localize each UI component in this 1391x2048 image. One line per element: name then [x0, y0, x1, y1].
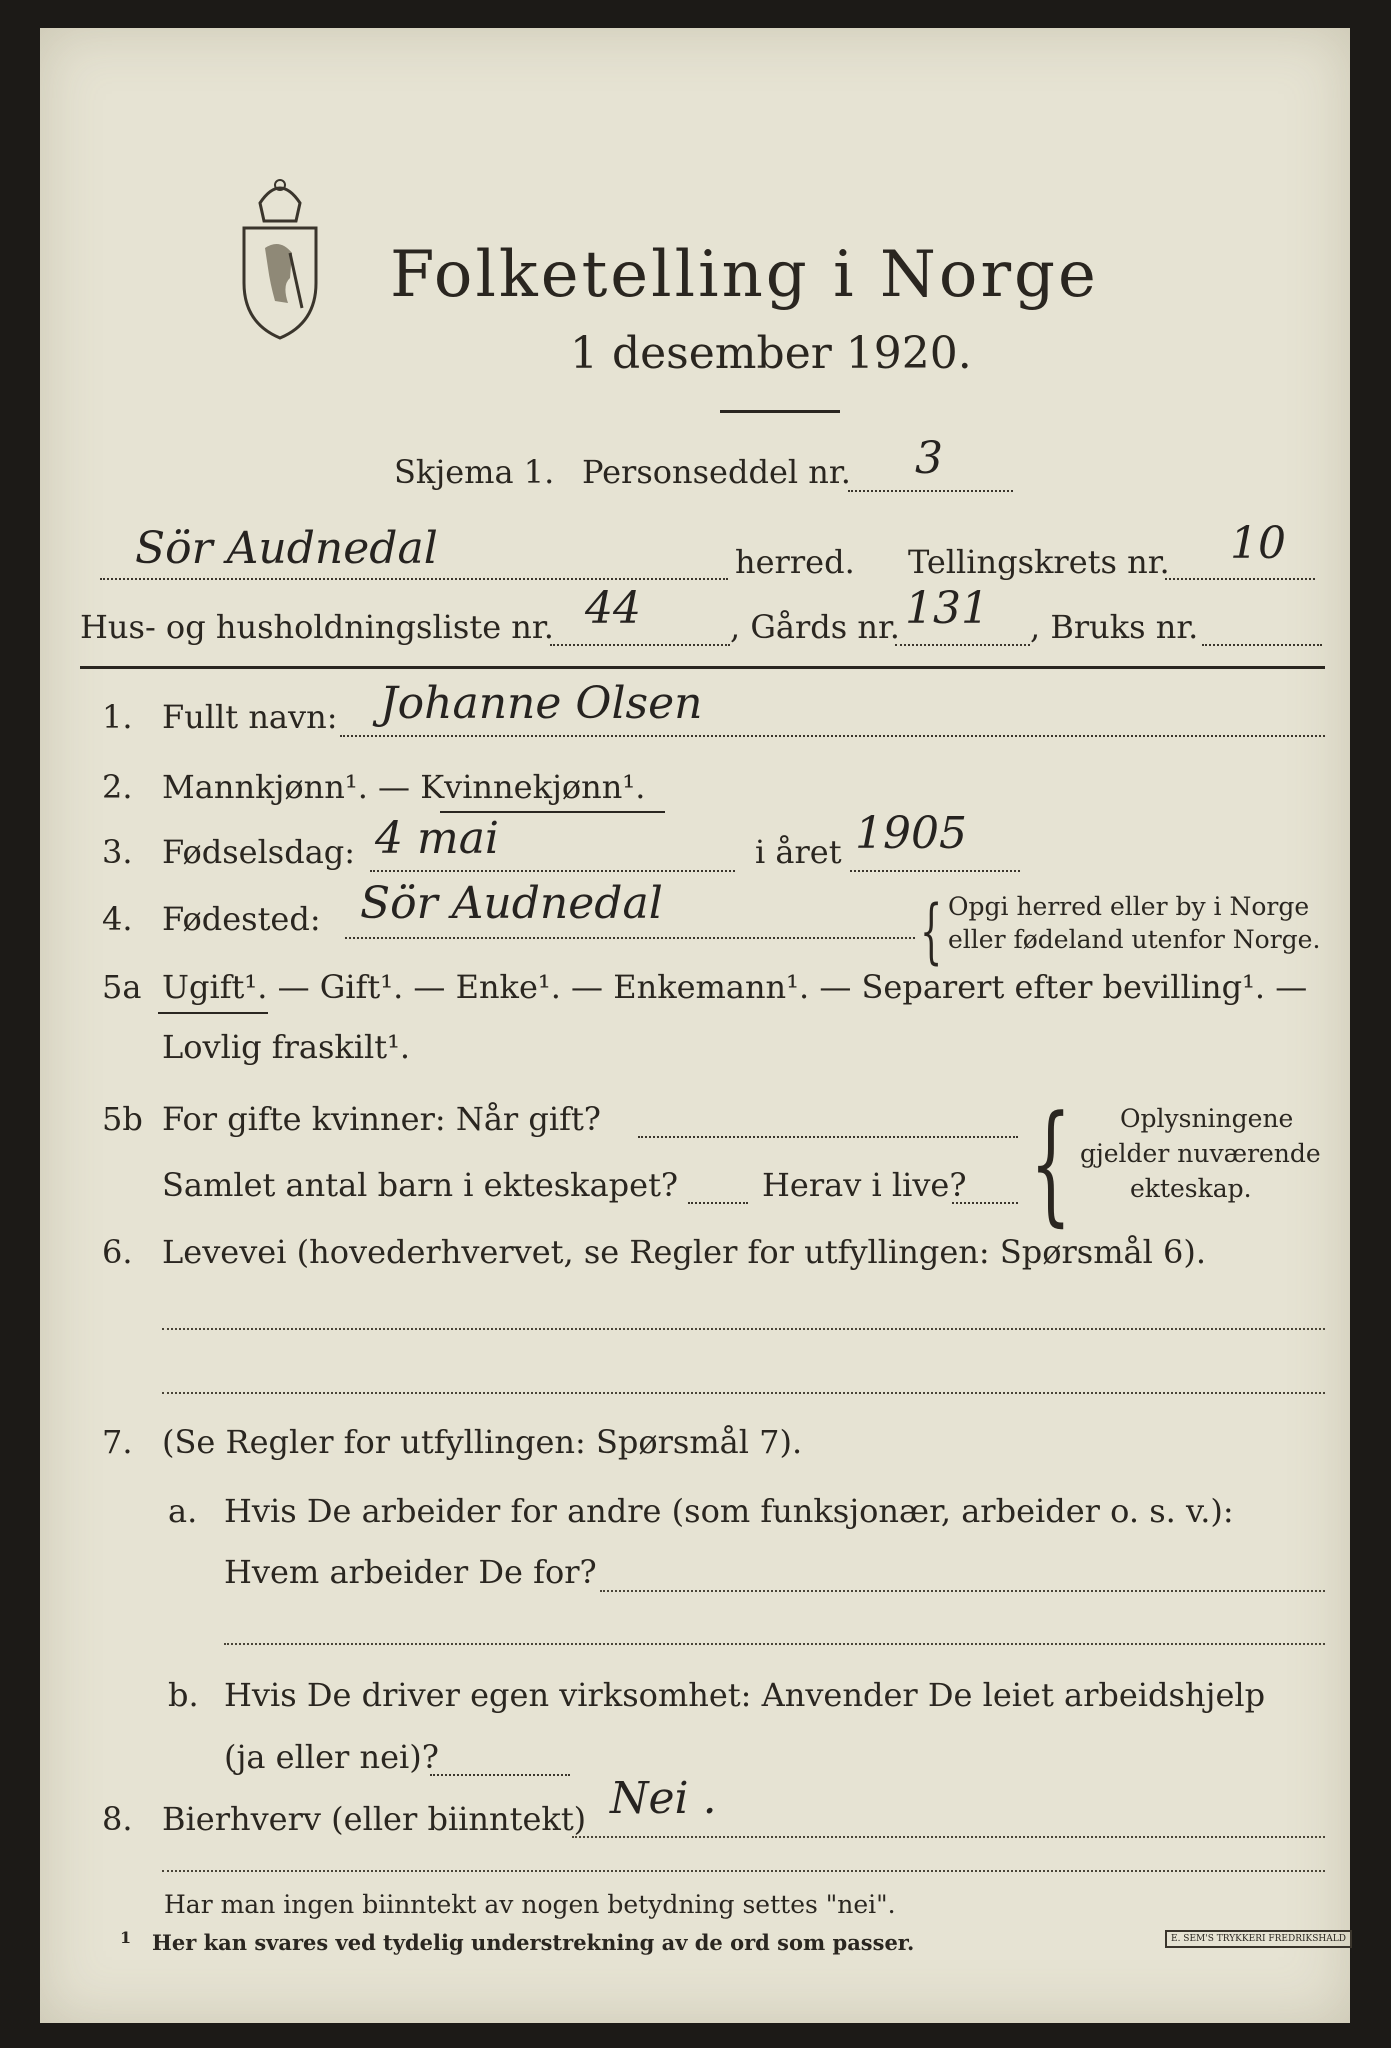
gards-label: , Gårds nr. — [730, 608, 900, 646]
q3-value: 4 mai — [375, 813, 500, 864]
q5b-number: 5b — [102, 1100, 143, 1138]
q7-number: 7. — [102, 1423, 133, 1461]
q5b-line2b: Herav i live? — [762, 1166, 967, 1204]
bruks-line — [1202, 644, 1322, 646]
q4-label: Fødested: — [162, 900, 321, 938]
footnote-mark: 1 — [120, 1928, 132, 1947]
footnote-text: Her kan svares ved tydelig understrekning av de ord som passer. — [152, 1930, 915, 1955]
q3-number: 3. — [102, 833, 133, 871]
q4-note-line2: eller fødeland utenfor Norge. — [948, 925, 1321, 954]
q7a-line2: Hvem arbeider De for? — [224, 1553, 597, 1591]
q8-answer-line2 — [162, 1870, 1325, 1872]
personseddel-line — [848, 490, 1013, 492]
q7a-line1: Hvis De arbeider for andre (som funksjonær, arbeider o. s. v.): — [224, 1492, 1234, 1530]
q4-note-brace: { — [920, 890, 943, 972]
q4-note-line1: Opgi herred eller by i Norge — [948, 892, 1310, 921]
census-form-sheet — [40, 28, 1350, 2023]
personseddel-value: 3 — [915, 433, 943, 484]
q6-label: Levevei (hovederhvervet, se Regler for utfyllingen: Spørsmål 6). — [162, 1233, 1207, 1271]
q5b-line2a: Samlet antal barn i ekteskapet? — [162, 1166, 679, 1204]
gards-line — [895, 644, 1030, 646]
census-date: 1 desember 1920. — [570, 328, 972, 379]
hus-label: Hus- og husholdningsliste nr. — [80, 608, 554, 646]
q1-label: Fullt navn: — [162, 698, 338, 736]
norway-coat-of-arms-icon — [230, 173, 330, 343]
q1-line — [340, 735, 1325, 737]
form-title: Folketelling i Norge — [390, 238, 1099, 312]
q7-label: (Se Regler for utfyllingen: Spørsmål 7). — [162, 1423, 803, 1461]
gards-value: 131 — [905, 583, 989, 634]
q7b-line2: (ja eller nei)? — [224, 1738, 439, 1776]
q5a-line2: Lovlig fraskilt¹. — [162, 1028, 411, 1066]
q8-label: Bierhverv (eller biinntekt) — [162, 1800, 587, 1838]
q6-answer-line2 — [162, 1392, 1325, 1394]
q3-year-label: i året — [755, 833, 842, 871]
q2-number: 2. — [102, 768, 133, 806]
q3-year-value: 1905 — [855, 808, 967, 859]
q4-number: 4. — [102, 900, 133, 938]
q7a-answer-line2 — [224, 1643, 1325, 1645]
q7b-answer-line — [430, 1774, 570, 1776]
q5b-line1-blank — [638, 1136, 1018, 1138]
q5a-line1: Ugift¹. — Gift¹. — Enke¹. — Enkemann¹. — Separert efter bevilling¹. — — [162, 968, 1308, 1006]
herred-line — [100, 578, 728, 580]
tellingskrets-value: 10 — [1230, 518, 1286, 569]
printer-stamp: E. SEM'S TRYKKERI FREDRIKSHALD — [1165, 1930, 1352, 1948]
q5b-note-brace: { — [1030, 1087, 1072, 1239]
q5b-line1: For gifte kvinner: Når gift? — [162, 1100, 601, 1138]
q7a-answer-line1 — [600, 1590, 1325, 1592]
herred-value: Sör Audnedal — [135, 523, 438, 574]
q2-label: Mannkjønn¹. — Kvinnekjønn¹. — [162, 768, 646, 806]
q8-value: Nei . — [610, 1773, 717, 1824]
q3-label: Fødselsdag: — [162, 833, 356, 871]
q5b-note-line1: Oplysningene — [1120, 1104, 1294, 1133]
herred-label: herred. — [735, 543, 855, 581]
q5b-line2b-blank — [952, 1202, 1018, 1204]
q6-number: 6. — [102, 1233, 133, 1271]
tellingskrets-label: Tellingskrets nr. — [908, 543, 1170, 581]
skjema-label: Skjema 1. — [394, 453, 555, 491]
q6-answer-line1 — [162, 1328, 1325, 1330]
q3-year-line — [850, 870, 1020, 872]
q1-number: 1. — [102, 698, 133, 736]
personseddel-label: Personseddel nr. — [582, 453, 851, 491]
q3-line — [370, 870, 735, 872]
q5b-note-line2: gjelder nuværende — [1080, 1139, 1321, 1168]
q5a-underline — [158, 1012, 268, 1014]
tellingskrets-line — [1165, 578, 1315, 580]
q7a-number: a. — [168, 1492, 198, 1530]
q1-value: Johanne Olsen — [380, 678, 703, 729]
q5a-number: 5a — [102, 968, 142, 1006]
q7b-line1: Hvis De driver egen virksomhet: Anvender De leiet arbeidshjelp — [224, 1676, 1266, 1714]
hus-line — [550, 644, 730, 646]
q5b-note-line3: ekteskap. — [1130, 1174, 1252, 1203]
header-separator — [80, 666, 1325, 669]
title-divider — [720, 410, 840, 413]
q7b-number: b. — [168, 1676, 199, 1714]
footer-note: Har man ingen biinntekt av nogen betydning settes "nei". — [164, 1890, 896, 1919]
q8-answer-line1 — [572, 1836, 1325, 1838]
q5b-line2a-blank — [688, 1202, 748, 1204]
bruks-label: , Bruks nr. — [1030, 608, 1199, 646]
q4-line — [345, 937, 915, 939]
q8-number: 8. — [102, 1800, 133, 1838]
hus-value: 44 — [585, 583, 641, 634]
q4-value: Sör Audnedal — [360, 878, 663, 929]
